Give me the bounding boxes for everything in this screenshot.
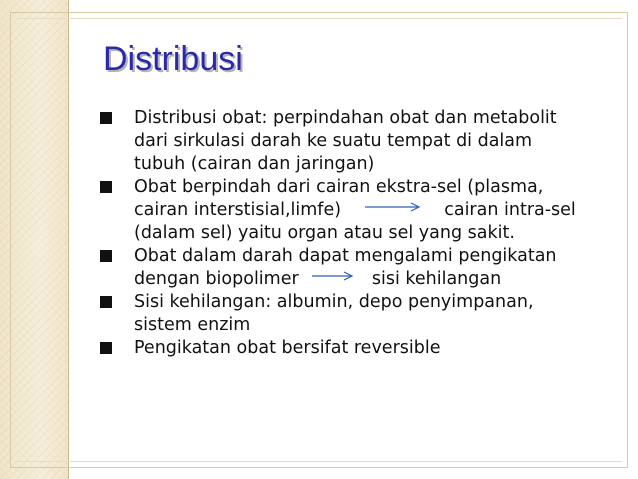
bullet-item-4: [99, 291, 619, 337]
bullet-3-arrow-line: [134, 268, 619, 291]
bullet-2-arrow-after: cairan intra-sel: [444, 200, 576, 220]
bullet-2-arrow-line: [134, 199, 619, 222]
right-arrow-icon: [365, 202, 421, 212]
bullet-item-1: [99, 107, 619, 176]
bullet-3-arrow-before: dengan biopolimer: [134, 269, 299, 289]
bullet-item-3: [99, 245, 619, 291]
square-bullet-icon: [100, 296, 112, 308]
square-bullet-icon: [100, 112, 112, 124]
frame-line-top: [10, 12, 628, 13]
frame-line-bottom: [10, 467, 628, 468]
side-band-divider: [68, 0, 69, 479]
bullet-1-line-3: tubuh (cairan dan jaringan): [134, 154, 375, 174]
frame-inner-line-top: [16, 18, 622, 19]
bullet-4-line-2: sistem enzim: [134, 315, 251, 335]
bullet-4-line-1: Sisi kehilangan: albumin, depo penyimpanan,: [134, 292, 534, 312]
frame-inner-line-bottom: [16, 461, 622, 462]
bullet-2-line-1: Obat berpindah dari cairan ekstra-sel (plasma,: [134, 177, 544, 197]
slide-title: Distribusi: [103, 40, 243, 78]
bullet-list: [99, 107, 619, 360]
bullet-1-line-2: dari sirkulasi darah ke suatu tempat di dalam: [134, 131, 533, 151]
frame-line-left: [10, 12, 11, 468]
square-bullet-icon: [100, 342, 112, 354]
frame-line-right: [627, 12, 628, 468]
bullet-2-line-3: (dalam sel) yaitu organ atau sel yang sakit.: [134, 223, 515, 243]
bullet-5-line-1: Pengikatan obat bersifat reversible: [134, 338, 441, 358]
square-bullet-icon: [100, 181, 112, 193]
bullet-item-5: [99, 337, 619, 360]
bullet-1-line-1: Distribusi obat: perpindahan obat dan metabolit: [134, 108, 557, 128]
bullet-item-2: [99, 176, 619, 245]
right-arrow-icon: [312, 271, 354, 281]
bullet-2-arrow-before: cairan interstisial,limfe): [134, 200, 342, 220]
bullet-3-line-1: Obat dalam darah dapat mengalami pengikatan: [134, 246, 557, 266]
bullet-3-arrow-after: sisi kehilangan: [371, 269, 502, 289]
square-bullet-icon: [100, 250, 112, 262]
